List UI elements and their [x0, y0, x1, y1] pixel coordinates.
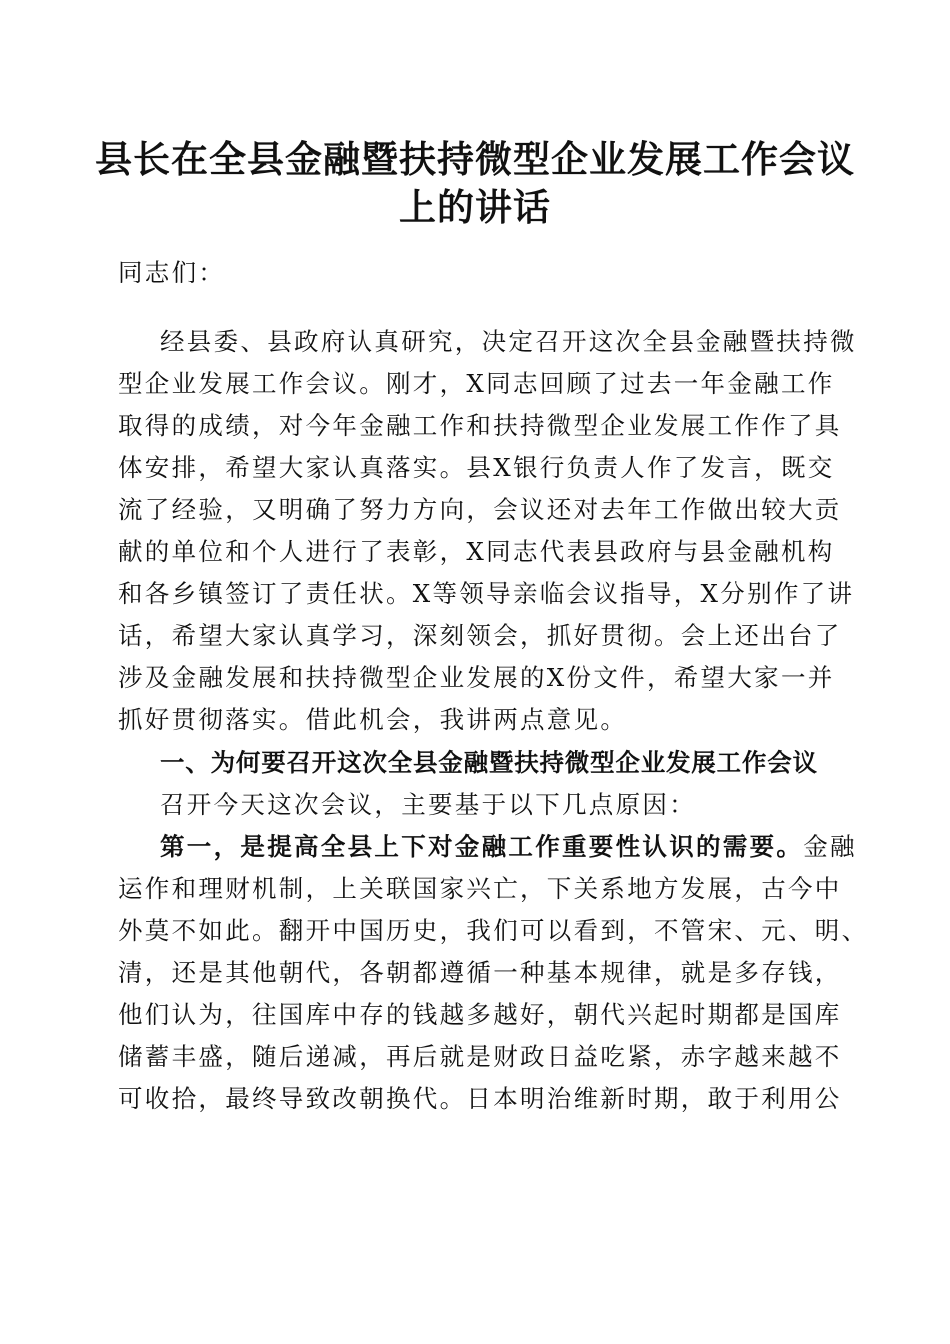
point-1-line: 可收拾，最终导致改朝换代。日本明治维新时期，敢于利用公: [118, 1084, 842, 1113]
salutation: 同志们：: [118, 258, 226, 287]
paragraph-1-line: 话，希望大家认真学习，深刻领会，抓好贯彻。会上还出台了: [118, 621, 842, 650]
point-1-first-line: [160, 827, 857, 867]
section-1-heading: 一、为何要召开这次全县金融暨扶持微型企业发展工作会议: [160, 748, 818, 777]
paragraph-1-line: 流了经验，又明确了努力方向，会议还对去年工作做出较大贡: [118, 495, 842, 524]
paragraph-1-line: 献的单位和个人进行了表彰，X同志代表县政府与县金融机构: [118, 537, 835, 566]
paragraph-1-line: 型企业发展工作会议。刚才，X同志回顾了过去一年金融工作: [118, 369, 835, 398]
point-1-line: 储蓄丰盛，随后递减，再后就是财政日益吃紧，赤字越来越不: [118, 1042, 842, 1071]
point-1-line: 外莫不如此。翻开中国历史，我们可以看到，不管宋、元、明、: [118, 916, 869, 945]
document-title-line-1: 县长在全县金融暨扶持微型企业发展工作会议: [95, 137, 855, 181]
paragraph-1-line: 涉及金融发展和扶持微型企业发展的X份文件，希望大家一并: [118, 663, 835, 692]
paragraph-1-line: 和各乡镇签订了责任状。X等领导亲临会议指导，X分别作了讲: [118, 579, 855, 608]
point-1-line: 他们认为，往国库中存的钱越多越好，朝代兴起时期都是国库: [118, 1000, 842, 1029]
point-1-line: 运作和理财机制，上关联国家兴亡，下关系地方发展，古今中: [118, 874, 842, 903]
point-1-first-line-rest: 金融: [803, 832, 857, 861]
paragraph-1-line: 经县委、县政府认真研究，决定召开这次全县金融暨扶持微: [160, 327, 857, 356]
document-title-line-2: 上的讲话: [399, 185, 551, 229]
section-1-intro: 召开今天这次会议，主要基于以下几点原因：: [160, 790, 696, 819]
paragraph-1-line: 取得的成绩，对今年金融工作和扶持微型企业发展工作作了具: [118, 411, 842, 440]
paragraph-1-line: 抓好贯彻落实。借此机会，我讲两点意见。: [118, 705, 628, 734]
point-1-line: 清，还是其他朝代，各朝都遵循一种基本规律，就是多存钱，: [118, 958, 842, 987]
point-1-lead: 第一，是提高全县上下对金融工作重要性认识的需要。: [160, 832, 804, 861]
paragraph-1-line: 体安排，希望大家认真落实。县X银行负责人作了发言，既交: [118, 453, 835, 482]
